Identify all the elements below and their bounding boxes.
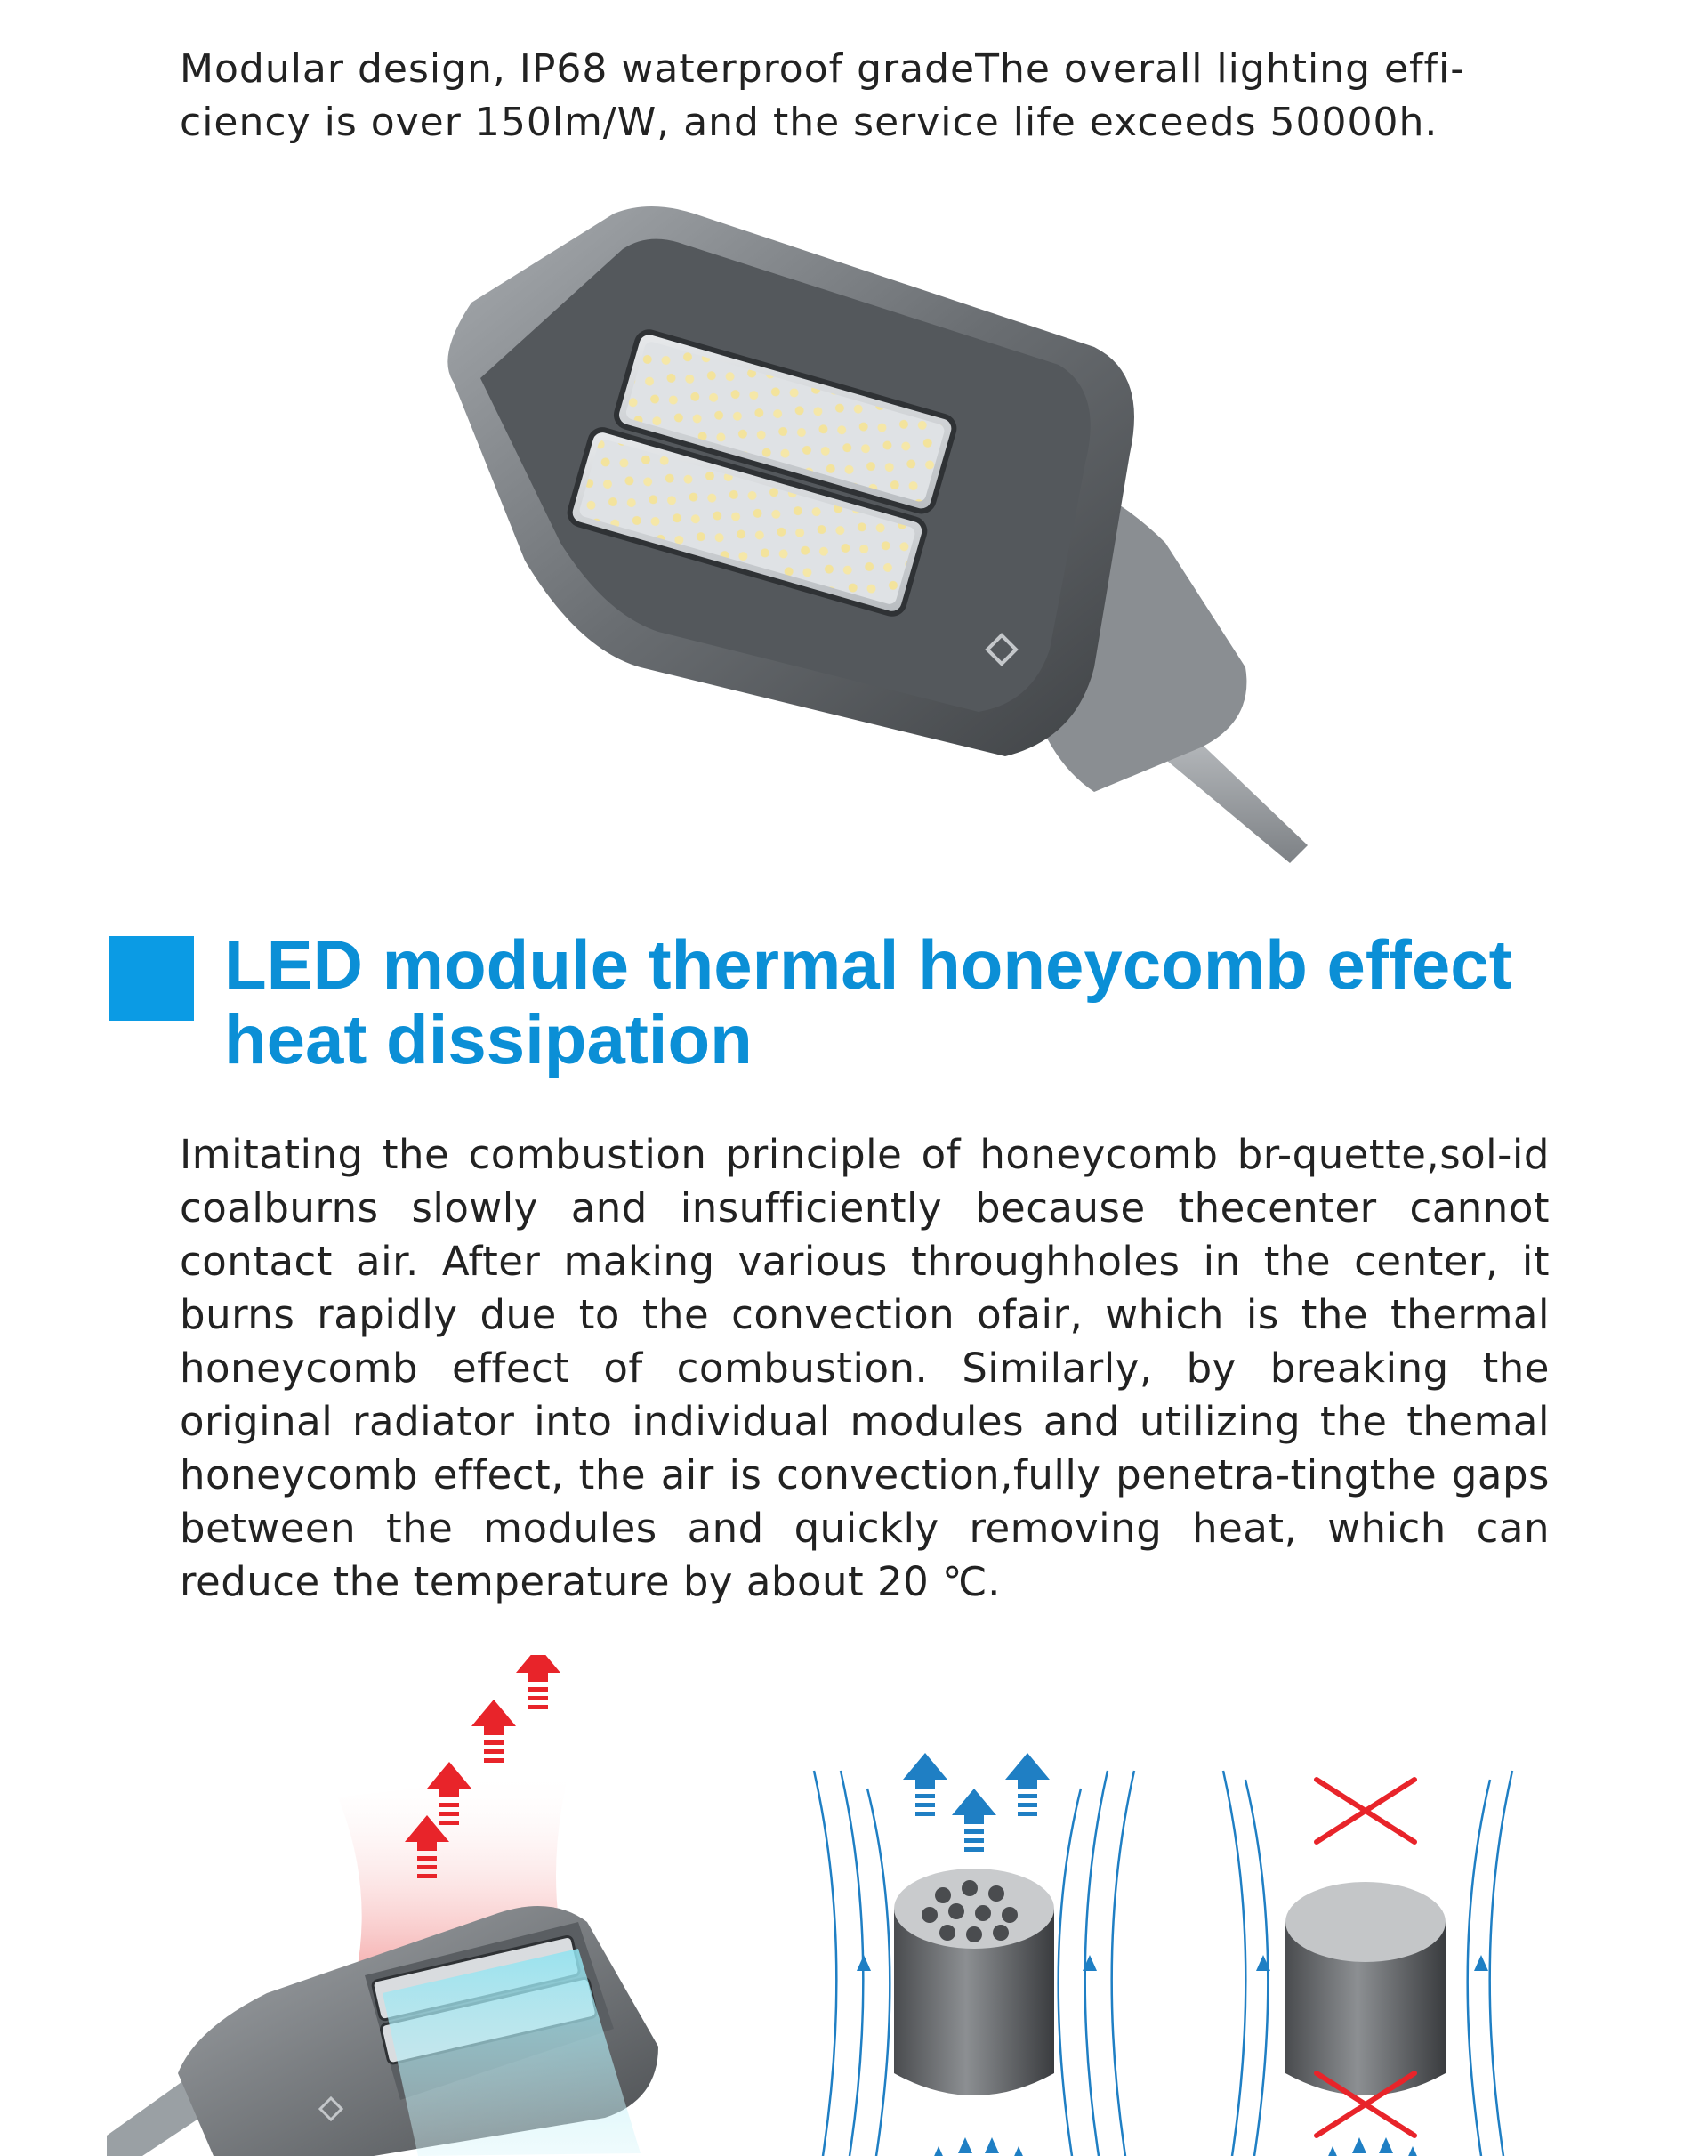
- honeycomb-cylinder-icon: [894, 1869, 1054, 2095]
- heading-marker: [109, 936, 194, 1021]
- intro-text: Modular design, IP68 waterproof gradeThe overall lighting effi-ciency is over 150lm/W, and the service life exceeds 50000h.: [180, 46, 1466, 145]
- solid-cylinder-icon: [1285, 1882, 1446, 2095]
- section-heading-block: [109, 925, 1621, 1096]
- heat-dissipation-diagram: [0, 1655, 1708, 2156]
- section-body: Imitating the combustion principle of honeycomb br-quette,sol-id coalburns slowly and insufficiently because thecenter cannot contact air. After making various throughholes in the center, it burns rapidly due to the convection ofair, which is the thermal honeycomb effect of combustion. Similarly, by breaking the original radiator into individual modules and utilizing the themal honeycomb effect, the air is convection,fully penetra-tingthe gaps between the modules and quickly removing heat, which can reduce the temperature by about 20 ℃.: [180, 1131, 1550, 1605]
- solid-airflow-diagram: [1223, 1771, 1512, 2156]
- honeycomb-airflow-diagram: [814, 1753, 1134, 2156]
- street-light-icon: [418, 205, 1308, 881]
- heated-street-light-icon: [107, 1771, 658, 2156]
- section-title: LED module thermal honeycomb effect heat dissipation: [224, 925, 1512, 1078]
- airflow-up-arrow-icon: [903, 1753, 1050, 1852]
